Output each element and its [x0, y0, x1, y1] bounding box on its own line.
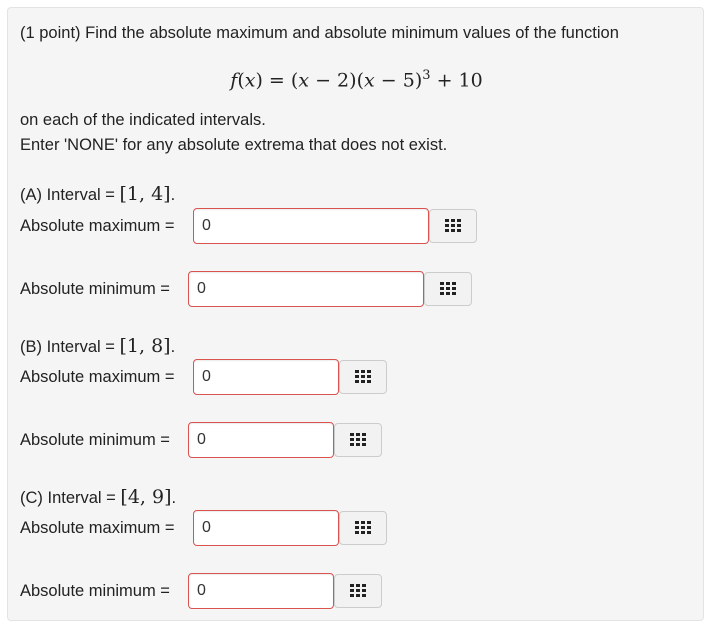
part-c-min-equation-button[interactable]: [334, 574, 382, 608]
grid-icon: [355, 370, 371, 384]
part-c-min-label: Absolute minimum =: [20, 582, 170, 600]
part-b-min-input[interactable]: [188, 422, 334, 458]
part-c-max-input[interactable]: [193, 510, 339, 546]
part-a-max-label: Absolute maximum =: [20, 217, 175, 235]
part-b-interval-label: (B) Interval = [1, 8].: [20, 335, 176, 357]
part-a-min-input[interactable]: [188, 271, 424, 307]
grid-icon: [445, 219, 461, 233]
part-c-max-label: Absolute maximum =: [20, 519, 175, 537]
part-c-interval-label: (C) Interval = [4, 9].: [20, 486, 177, 508]
instructions-line-1: on each of the indicated intervals.: [20, 111, 266, 129]
problem-intro: (1 point) Find the absolute maximum and absolute minimum values of the function: [20, 24, 619, 42]
part-a-interval-label: (A) Interval = [1, 4].: [20, 183, 176, 205]
instructions-line-2: Enter 'NONE' for any absolute extrema that does not exist.: [20, 136, 448, 154]
part-a-max-equation-button[interactable]: [429, 209, 477, 243]
grid-icon: [355, 521, 371, 535]
part-a-min-label: Absolute minimum =: [20, 280, 170, 298]
grid-icon: [350, 433, 366, 447]
grid-icon: [350, 584, 366, 598]
part-c-max-equation-button[interactable]: [339, 511, 387, 545]
grid-icon: [440, 282, 456, 296]
part-c-min-input[interactable]: [188, 573, 334, 609]
part-b-max-input[interactable]: [193, 359, 339, 395]
part-b-max-label: Absolute maximum =: [20, 368, 175, 386]
part-b-min-equation-button[interactable]: [334, 423, 382, 457]
function-formula: $f(x) = (x - 2)(x - 5)^3 + 10$: [230, 68, 483, 92]
part-a-max-input[interactable]: [193, 208, 429, 244]
part-b-max-equation-button[interactable]: [339, 360, 387, 394]
part-b-min-label: Absolute minimum =: [20, 431, 170, 449]
part-a-min-equation-button[interactable]: [424, 272, 472, 306]
